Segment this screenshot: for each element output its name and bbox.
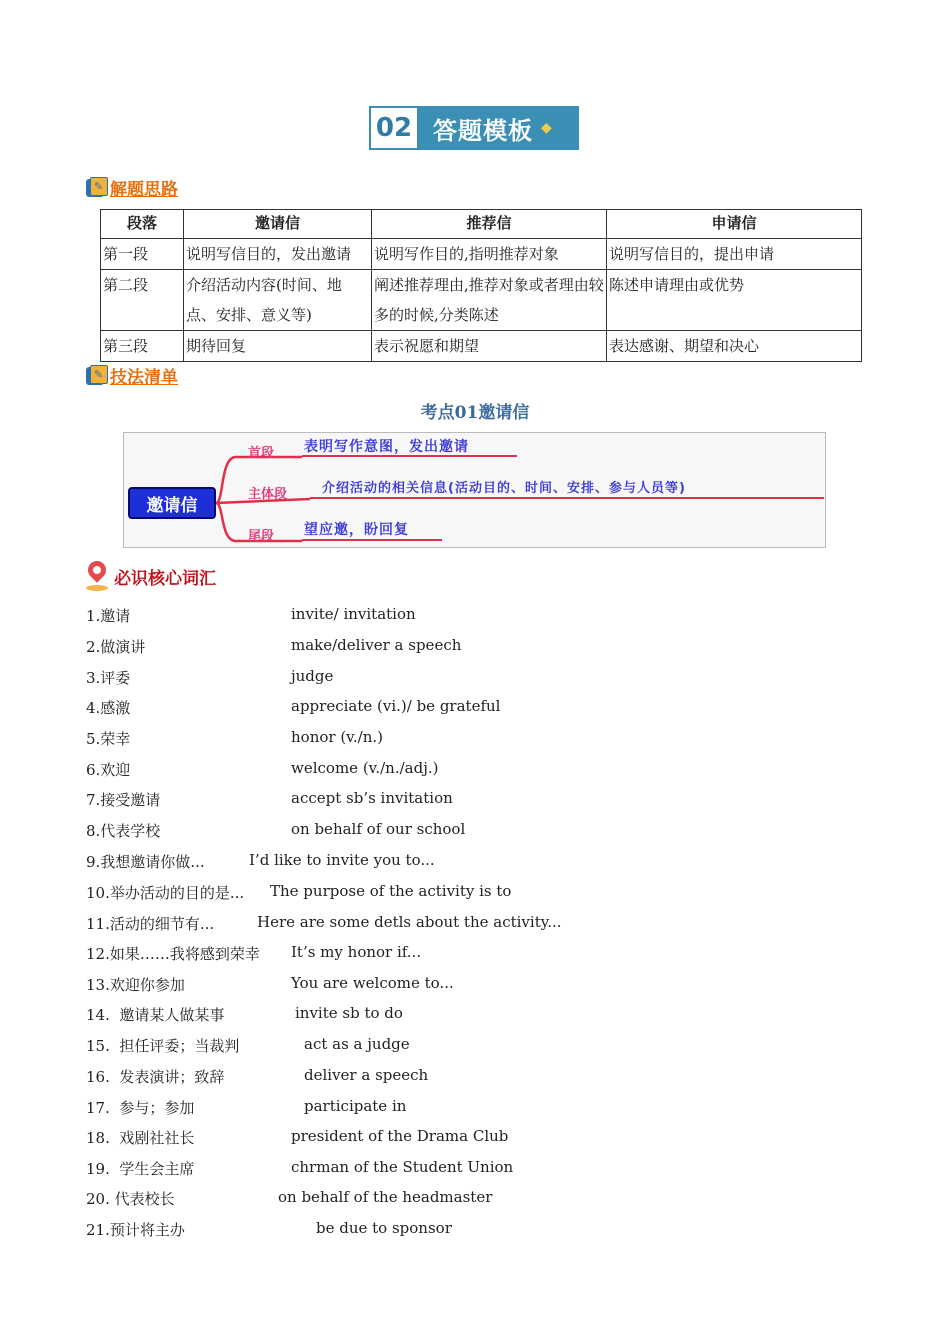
vocab-en: act as a judge: [304, 1035, 410, 1053]
vocab-zh: 20. 代表校长: [86, 1190, 175, 1208]
topic-subtitle: 考点01邀请信: [420, 403, 530, 423]
badge-number: 02: [371, 108, 419, 148]
vocab-en: Here are some detls about the activity...: [257, 913, 562, 931]
table-header: 申请信: [607, 210, 862, 239]
table-cell: 表示祝愿和期望: [372, 331, 607, 362]
mind-map: [123, 432, 826, 548]
branch-label: 尾段: [248, 529, 275, 544]
table-cell: 介绍活动内容(时间、地点、安排、意义等): [184, 270, 372, 331]
table-cell: 说明写信目的，发出邀请: [184, 239, 372, 270]
table-header: 段落: [101, 210, 184, 239]
vocab-en: make/deliver a speech: [291, 636, 462, 654]
vocab-en: I’d like to invite you to...: [249, 851, 435, 869]
vocab-zh: 19. 学生会主席: [86, 1160, 195, 1178]
vocab-zh: 16. 发表演讲；致辞: [86, 1068, 225, 1086]
vocab-title: 必识核心词汇: [114, 568, 216, 589]
vocab-zh: 18. 戏剧社社长: [86, 1129, 195, 1147]
vocab-heading: [86, 561, 216, 591]
vocab-en: chrman of the Student Union: [291, 1158, 514, 1176]
branch-underline: [310, 497, 824, 499]
table-header: 邀请信: [184, 210, 372, 239]
vocab-en: welcome (v./n./adj.): [291, 759, 439, 777]
section-title: 技法清单: [110, 368, 178, 388]
section-heading-techniques: [86, 363, 178, 388]
vocab-en: on behalf of our school: [291, 820, 466, 838]
vocab-en: appreciate (vi.)/ be grateful: [291, 697, 501, 715]
table-cell: 说明写信目的，提出申请: [607, 239, 862, 270]
table-cell: 期待回复: [184, 331, 372, 362]
vocab-en: deliver a speech: [304, 1066, 429, 1084]
notebook-icon: ✎: [86, 365, 108, 387]
vocab-zh: 9.我想邀请你做...: [86, 853, 205, 871]
table-cell: 阐述推荐理由,推荐对象或者理由较多的时候,分类陈述: [372, 270, 607, 331]
vocab-zh: 10.举办活动的目的是...: [86, 884, 245, 902]
table-cell: 表达感谢、期望和决心: [607, 331, 862, 362]
vocab-zh: 4.感激: [86, 699, 131, 717]
section-badge: [369, 106, 579, 150]
table-cell: 第一段: [101, 239, 184, 270]
paragraph-table: [100, 209, 862, 362]
vocab-zh: 1.邀请: [86, 607, 131, 625]
vocab-en: accept sb’s invitation: [291, 789, 453, 807]
vocab-zh: 17. 参与；参加: [86, 1099, 195, 1117]
vocab-zh: 12.如果……我将感到荣幸: [86, 945, 260, 963]
mind-map-root: 邀请信: [128, 487, 216, 519]
diamond-icon: ◆: [541, 120, 553, 136]
table-header-row: [101, 210, 862, 239]
table-cell: 说明写作目的,指明推荐对象: [372, 239, 607, 270]
section-title: 解题思路: [110, 180, 178, 200]
badge-title-text: 答题模板: [433, 116, 533, 145]
table-row: [101, 270, 862, 331]
branch-text: 介绍活动的相关信息(活动目的、时间、安排、参与人员等): [322, 481, 686, 496]
vocab-en: invite sb to do: [295, 1004, 403, 1022]
vocab-zh: 2.做演讲: [86, 638, 146, 656]
vocab-en: You are welcome to...: [291, 974, 454, 992]
vocab-zh: 21.预计将主办: [86, 1221, 185, 1239]
vocab-zh: 6.欢迎: [86, 761, 131, 779]
vocab-en: It’s my honor if...: [291, 943, 422, 961]
vocab-zh: 8.代表学校: [86, 822, 161, 840]
vocab-en: on behalf of the headmaster: [278, 1188, 493, 1206]
badge-title: [419, 108, 577, 148]
section-heading-approach: [86, 175, 178, 200]
vocab-zh: 3.评委: [86, 669, 131, 687]
branch-label: 主体段: [248, 487, 288, 502]
vocab-en: participate in: [304, 1097, 407, 1115]
branch-label: 首段: [248, 446, 275, 461]
vocab-en: be due to sponsor: [316, 1219, 452, 1237]
table-cell: 第二段: [101, 270, 184, 331]
branch-text: 表明写作意图，发出邀请: [304, 439, 469, 455]
vocab-zh: 13.欢迎你参加: [86, 976, 185, 994]
vocab-zh: 5.荣幸: [86, 730, 131, 748]
branch-underline: [302, 455, 517, 457]
table-cell: 陈述申请理由或优势: [607, 270, 862, 331]
vocab-en: The purpose of the activity is to: [270, 882, 512, 900]
branch-text: 望应邀，盼回复: [304, 522, 409, 538]
branch-underline: [302, 539, 442, 541]
vocab-en: president of the Drama Club: [291, 1127, 509, 1145]
vocab-zh: 11.活动的细节有...: [86, 915, 215, 933]
vocab-en: invite/ invitation: [291, 605, 416, 623]
vocab-zh: 15. 担任评委；当裁判: [86, 1037, 240, 1055]
table-row: [101, 239, 862, 270]
vocab-zh: 14. 邀请某人做某事: [86, 1006, 225, 1024]
location-pin-icon: [86, 561, 108, 591]
vocab-en: honor (v./n.): [291, 728, 383, 746]
notebook-icon: ✎: [86, 177, 108, 199]
table-header: 推荐信: [372, 210, 607, 239]
vocab-zh: 7.接受邀请: [86, 791, 161, 809]
table-row: [101, 331, 862, 362]
table-cell: 第三段: [101, 331, 184, 362]
vocab-en: judge: [291, 667, 334, 685]
